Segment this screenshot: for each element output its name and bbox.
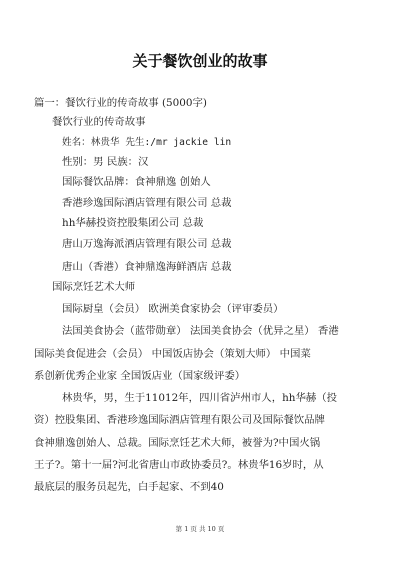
body-line: hh华赫投资控股集团公司 总裁 [62,217,204,229]
document-title: 关于餐饮创业的故事 [132,52,268,70]
body-line: 林贵华，男，生于11012年，四川省泸州市人，hh华赫（投 [62,392,338,404]
body-line: 最底层的服务员起先，白手起家、不到40 [34,481,224,493]
body-line: 资）控股集团、香港珍逸国际酒店管理有限公司及国际餐饮品牌 [34,414,325,426]
body-line: 法国美食协会（蓝带勋章） 法国美食协会（优异之星） 香港 [62,325,339,337]
page-footer: 第 1 页 共 10 页 [175,525,225,533]
body-line: 篇一：餐饮行业的传奇故事 (5000字) [34,97,207,109]
body-line: 王子?。第十一届?河北省唐山市政协委员?。林贵华16岁时，从 [34,459,324,471]
body-line: 食神鼎逸创始人、总裁。国际烹饪艺术大师，被誉为?中国火锅 [34,437,321,449]
body-line: 唐山万逸海派酒店管理有限公司 总裁 [62,238,232,250]
body-line: 国际厨皇（会员） 欧洲美食家协会（评审委员） [62,303,284,315]
body-line: 性别：男 民族：汉 [62,156,149,168]
body-line: 国际烹饪艺术大师 [52,281,136,293]
body-line: 国际餐饮品牌：食神鼎逸 创始人 [62,176,211,188]
body-line: 香港珍逸国际酒店管理有限公司 总裁 [62,197,232,209]
body-line: 系创新优秀企业家 全国饭店业（国家级评委） [34,370,246,382]
body-line: 唐山（香港）食神鼎逸海鲜酒店 总裁 [62,261,232,273]
body-line: 餐饮行业的传奇故事 [52,116,146,128]
body-line: 国际美食促进会（会员） 中国饭店协会（策划大师） 中国菜 [34,348,311,360]
body-line: 姓名：林贵华 先生:/mr jackie lin [62,137,232,148]
